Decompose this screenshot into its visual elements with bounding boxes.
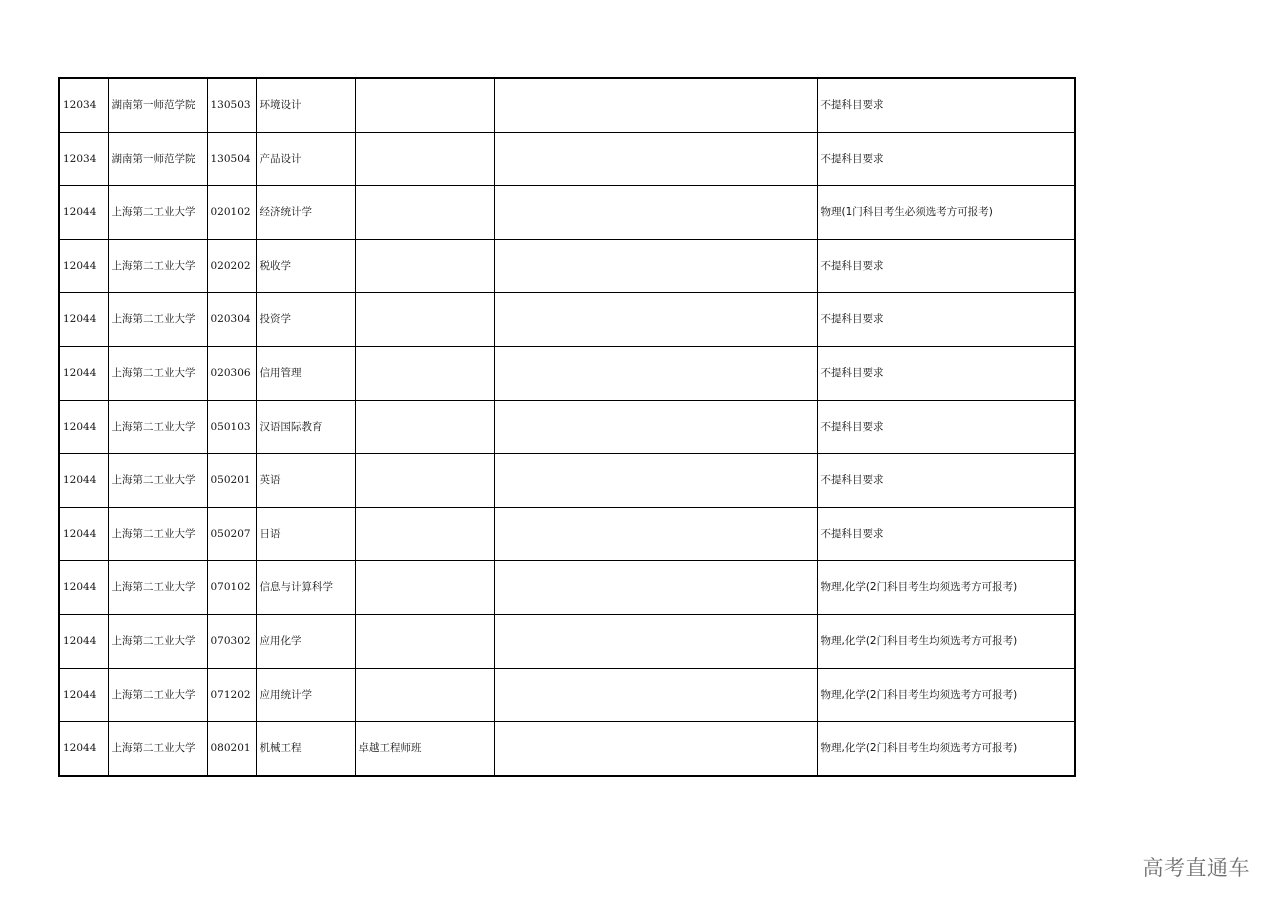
cell-school-code: 12044 (59, 561, 108, 615)
cell-school-name: 上海第二工业大学 (108, 400, 207, 454)
cell-major-name: 税收学 (256, 239, 355, 293)
cell-major-name: 机械工程 (256, 722, 355, 776)
cell-major-name: 经济统计学 (256, 186, 355, 240)
table-row (59, 346, 1075, 400)
table-row (59, 186, 1075, 240)
cell-school-code: 12044 (59, 454, 108, 508)
cell-major-name: 日语 (256, 507, 355, 561)
cell-major-name: 信息与计算科学 (256, 561, 355, 615)
table-body (59, 78, 1075, 776)
cell-extra (494, 454, 817, 508)
cell-school-code: 12044 (59, 346, 108, 400)
cell-subject-requirement: 不提科目要求 (817, 400, 1075, 454)
cell-school-code: 12044 (59, 614, 108, 668)
cell-school-code: 12044 (59, 668, 108, 722)
cell-major-code: 050207 (207, 507, 256, 561)
cell-major-code: 020202 (207, 239, 256, 293)
cell-subject-requirement: 不提科目要求 (817, 78, 1075, 132)
cell-major-note (355, 454, 494, 508)
cell-school-code: 12044 (59, 507, 108, 561)
cell-extra (494, 400, 817, 454)
cell-major-code: 020306 (207, 346, 256, 400)
cell-major-note (355, 78, 494, 132)
cell-school-name: 上海第二工业大学 (108, 186, 207, 240)
table-row (59, 561, 1075, 615)
table-row (59, 293, 1075, 347)
cell-school-code: 12044 (59, 400, 108, 454)
cell-major-code: 080201 (207, 722, 256, 776)
table-row (59, 78, 1075, 132)
requirements-table (58, 77, 1076, 777)
cell-subject-requirement: 物理(1门科目考生必须选考方可报考) (817, 186, 1075, 240)
table-row (59, 132, 1075, 186)
cell-school-name: 上海第二工业大学 (108, 507, 207, 561)
cell-major-name: 产品设计 (256, 132, 355, 186)
cell-subject-requirement: 不提科目要求 (817, 132, 1075, 186)
cell-school-code: 12044 (59, 186, 108, 240)
watermark-text: 高考直通车 (1142, 856, 1250, 880)
cell-major-code: 071202 (207, 668, 256, 722)
cell-major-note (355, 561, 494, 615)
cell-school-name: 上海第二工业大学 (108, 561, 207, 615)
cell-major-name: 应用统计学 (256, 668, 355, 722)
cell-subject-requirement: 不提科目要求 (817, 239, 1075, 293)
table-row (59, 668, 1075, 722)
cell-school-name: 上海第二工业大学 (108, 722, 207, 776)
cell-extra (494, 722, 817, 776)
cell-extra (494, 293, 817, 347)
cell-school-name: 湖南第一师范学院 (108, 132, 207, 186)
cell-school-name: 上海第二工业大学 (108, 614, 207, 668)
cell-major-code: 130503 (207, 78, 256, 132)
cell-subject-requirement: 物理,化学(2门科目考生均须选考方可报考) (817, 561, 1075, 615)
table-row (59, 614, 1075, 668)
cell-major-note (355, 614, 494, 668)
cell-major-code: 130504 (207, 132, 256, 186)
table-row (59, 507, 1075, 561)
cell-major-note: 卓越工程师班 (355, 722, 494, 776)
cell-major-name: 环境设计 (256, 78, 355, 132)
cell-school-code: 12044 (59, 722, 108, 776)
cell-major-code: 020304 (207, 293, 256, 347)
cell-school-name: 上海第二工业大学 (108, 239, 207, 293)
cell-school-name: 上海第二工业大学 (108, 346, 207, 400)
cell-extra (494, 507, 817, 561)
cell-school-code: 12034 (59, 132, 108, 186)
cell-subject-requirement: 物理,化学(2门科目考生均须选考方可报考) (817, 668, 1075, 722)
table-row (59, 722, 1075, 776)
cell-major-name: 汉语国际教育 (256, 400, 355, 454)
table-row (59, 400, 1075, 454)
cell-major-note (355, 132, 494, 186)
cell-major-note (355, 346, 494, 400)
cell-major-name: 英语 (256, 454, 355, 508)
cell-major-note (355, 186, 494, 240)
cell-subject-requirement: 物理,化学(2门科目考生均须选考方可报考) (817, 614, 1075, 668)
cell-extra (494, 668, 817, 722)
cell-extra (494, 78, 817, 132)
cell-school-name: 上海第二工业大学 (108, 454, 207, 508)
cell-subject-requirement: 不提科目要求 (817, 293, 1075, 347)
cell-school-name: 上海第二工业大学 (108, 293, 207, 347)
cell-subject-requirement: 物理,化学(2门科目考生均须选考方可报考) (817, 722, 1075, 776)
cell-major-code: 070102 (207, 561, 256, 615)
cell-subject-requirement: 不提科目要求 (817, 507, 1075, 561)
cell-major-note (355, 293, 494, 347)
cell-extra (494, 186, 817, 240)
cell-school-code: 12034 (59, 78, 108, 132)
cell-extra (494, 132, 817, 186)
cell-major-note (355, 239, 494, 293)
cell-extra (494, 239, 817, 293)
cell-major-code: 070302 (207, 614, 256, 668)
cell-extra (494, 346, 817, 400)
cell-school-code: 12044 (59, 239, 108, 293)
cell-major-name: 投资学 (256, 293, 355, 347)
cell-major-code: 050103 (207, 400, 256, 454)
cell-major-note (355, 668, 494, 722)
cell-subject-requirement: 不提科目要求 (817, 454, 1075, 508)
cell-extra (494, 561, 817, 615)
cell-major-note (355, 507, 494, 561)
cell-major-name: 信用管理 (256, 346, 355, 400)
table-row (59, 239, 1075, 293)
cell-major-code: 050201 (207, 454, 256, 508)
cell-school-code: 12044 (59, 293, 108, 347)
table-row (59, 454, 1075, 508)
cell-extra (494, 614, 817, 668)
cell-major-code: 020102 (207, 186, 256, 240)
cell-major-name: 应用化学 (256, 614, 355, 668)
cell-school-name: 上海第二工业大学 (108, 668, 207, 722)
cell-subject-requirement: 不提科目要求 (817, 346, 1075, 400)
cell-school-name: 湖南第一师范学院 (108, 78, 207, 132)
cell-major-note (355, 400, 494, 454)
